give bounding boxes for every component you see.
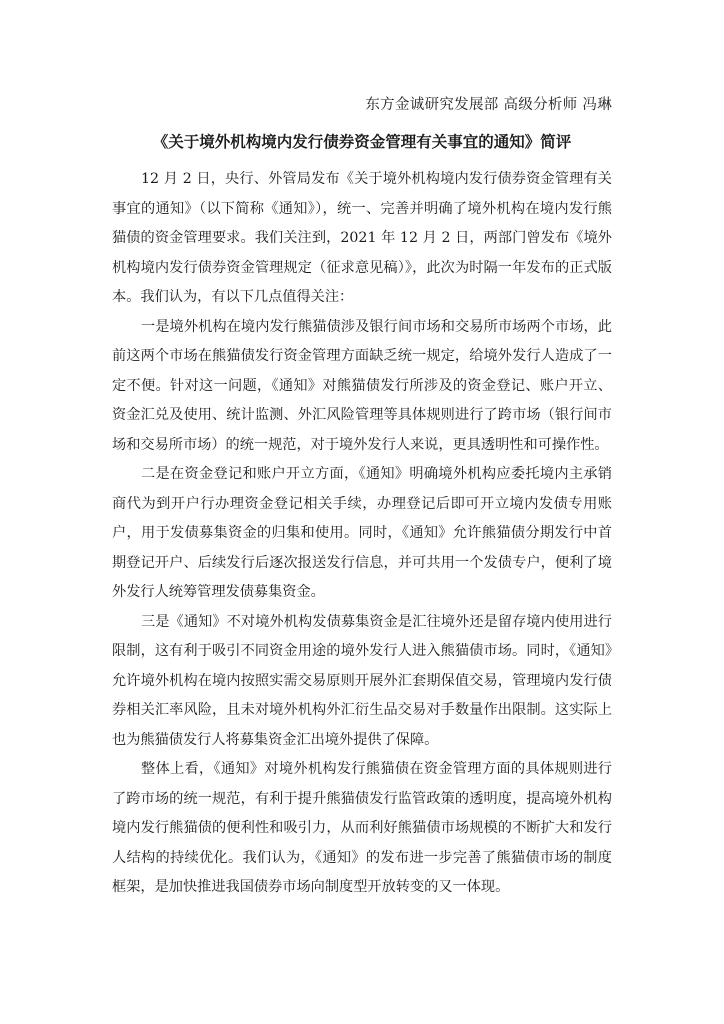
paragraph-point-one: 一是境外机构在境内发行熊猫债涉及银行间市场和交易所市场两个市场，此前这两个市场在熊猫债发行资金管理方面缺乏统一规定，给境外发行人造成了一定不便。针对这一问题，《通知》对熊猫债发行所涉及的资金登记、账户开立、资金汇兑及使用、统计监测、外汇风险管理等具体规则进行了跨市场（银行间市场和交易所市场）的统一规范，对于境外发行人来说，更具透明性和可操作性。 [112,318,612,453]
paragraph-intro: 12 月 2 日，央行、外管局发布《关于境外机构境内发行债券资金管理有关事宜的通知》（以下简称《通知》），统一、完善并明确了境外机构在境内发行熊猫债的资金管理要求。我们关注到，2021 年 12 月 2 日，两部门曾发布《境外机构境内发行债券资金管理规定（征求意见稿）》，此次为时隔一年发布的正式版本。我们认为，有以下几点值得关注： [112,171,612,305]
author-line: 东方金诚研究发展部 高级分析师 冯琳 [365,97,612,113]
paragraph-conclusion: 整体上看，《通知》对境外机构发行熊猫债在资金管理方面的具体规则进行了跨市场的统一规范，有利于提升熊猫债发行监管政策的透明度，提高境外机构境内发行熊猫债的便利性和吸引力，从而利好熊猫债市场规模的不断扩大和发行人结构的持续优化。我们认为，《通知》的发布进一步完善了熊猫债市场的制度框架，是加快推进我国债券市场向制度型开放转变的又一体现。 [112,761,612,895]
paragraph-point-three: 三是《通知》不对境外机构发债募集资金是汇往境外还是留存境内使用进行限制，这有利于吸引不同资金用途的境外发行人进入熊猫债市场。同时，《通知》允许境外机构在境内按照实需交易原则开展外汇套期保值交易，管理境内发行债券相关汇率风险，且未对境外机构外汇衍生品交易对手数量作出限制。这实际上也为熊猫债发行人将募集资金汇出境外提供了保障。 [112,613,612,748]
paragraph-point-two: 二是在资金登记和账户开立方面，《通知》明确境外机构应委托境内主承销商代为到开户行办理资金登记相关手续，办理登记后即可开立境内发债专用账户，用于发债募集资金的归集和使用。同时，《通知》允许熊猫债分期发行中首期登记开户、后续发行后逐次报送发行信息，并可共用一个发债专户，便利了境外发行人统筹管理发债募集资金。 [112,466,612,600]
document-title: 《关于境外机构境内发行债券资金管理有关事宜的通知》简评 [152,132,572,151]
document-body [112,165,612,903]
